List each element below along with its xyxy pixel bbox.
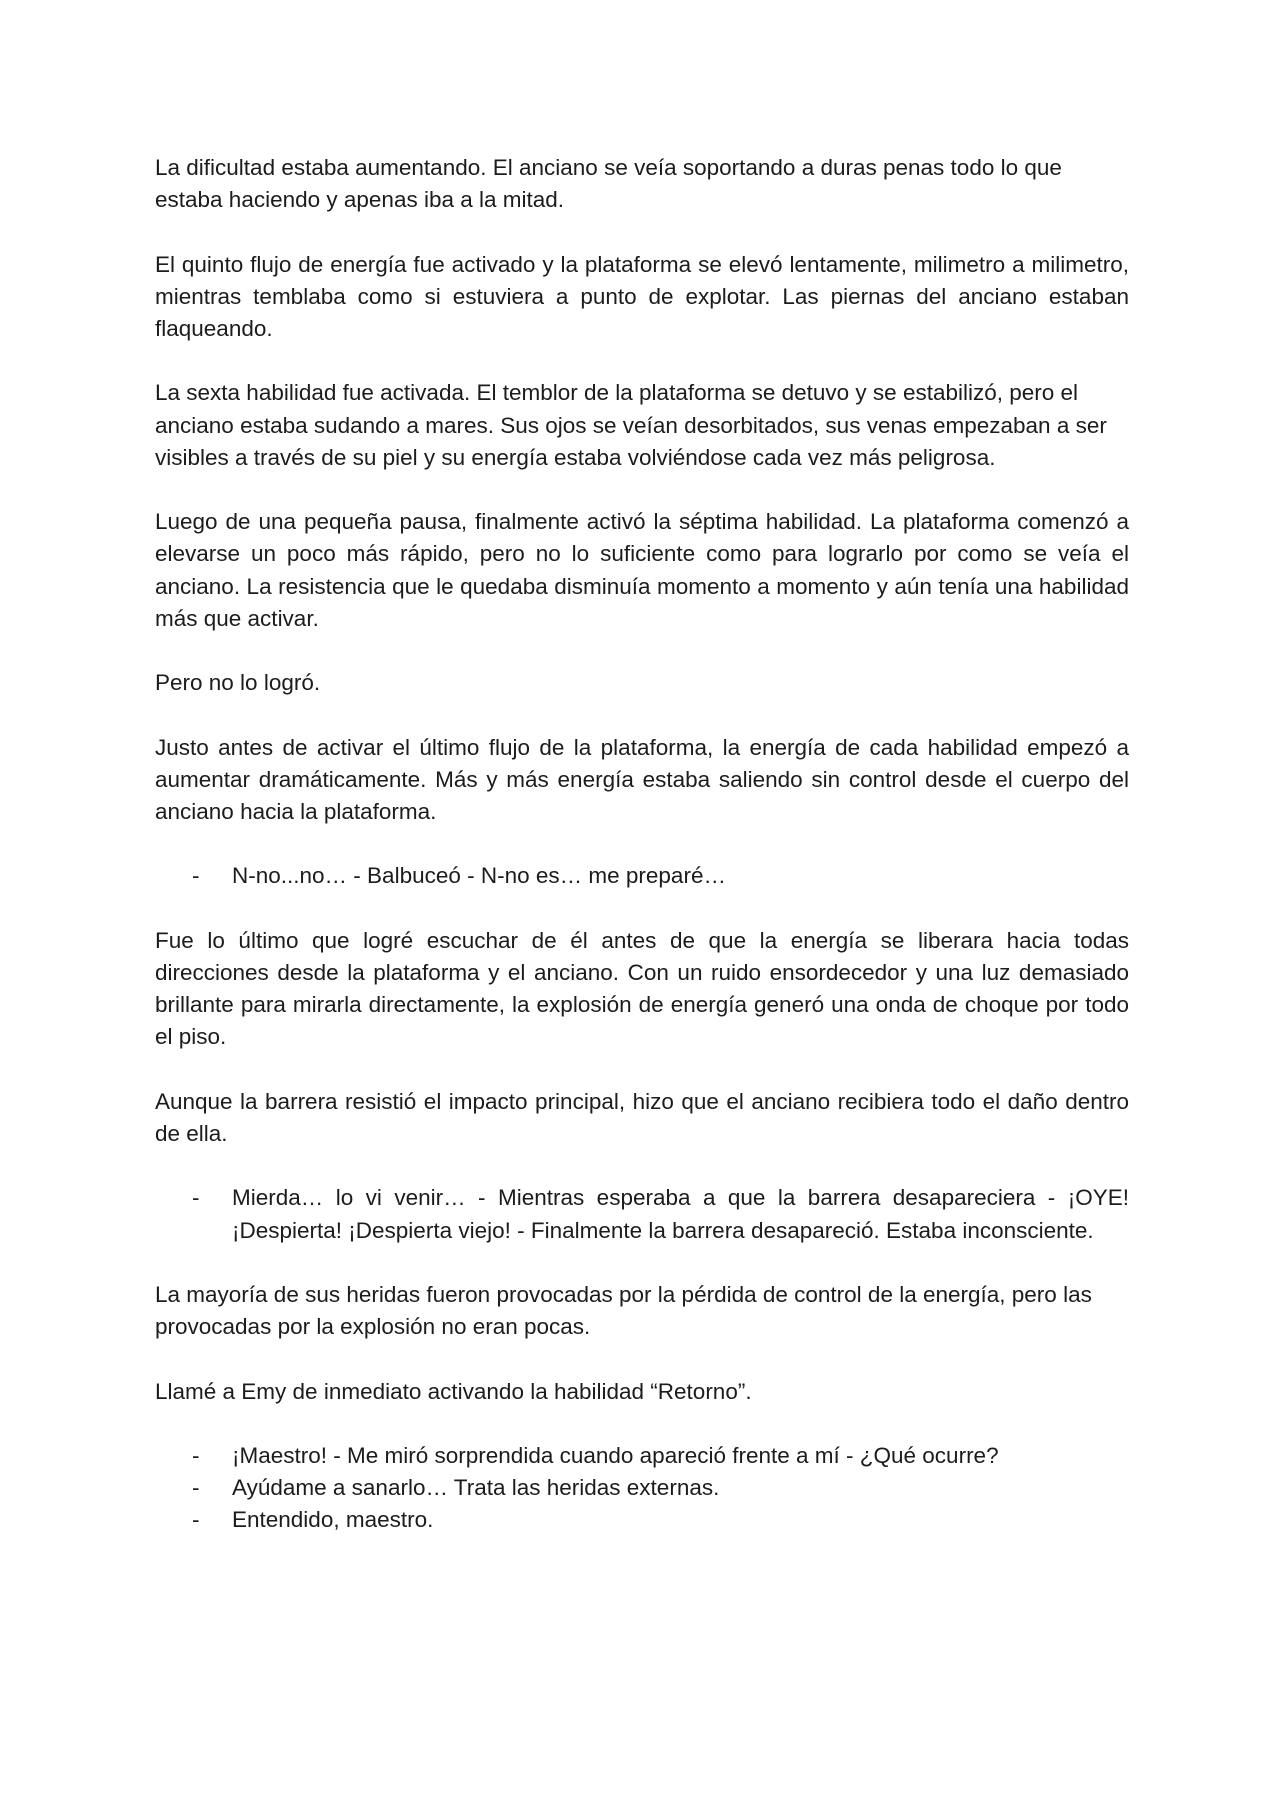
dialogue-line — [155, 860, 1129, 892]
dialogue-text: Mierda… lo vi venir… - Mientras esperaba a que la barrera desapareciera - ¡OYE! ¡Despierta! ¡Despierta viejo! - Finalmente la barrera desapareció. Estaba inconsciente. — [232, 1185, 1129, 1243]
paragraph: Fue lo último que logré escuchar de él antes de que la energía se liberara hacia todas direcciones desde la plataforma y el anciano. Con un ruido ensordecedor y una luz demasiado brillante para mirarla directamente, la explosión de energía generó una onda de choque por todo el piso. — [155, 927, 1129, 1050]
paragraph: Aunque la barrera resistió el impacto principal, hizo que el anciano recibiera todo el daño dentro de ella. — [155, 1088, 1129, 1146]
dialogue-line — [155, 1182, 1129, 1246]
dialogue-text: N-no...no… - Balbuceó - N-no es… me preparé… — [232, 863, 726, 889]
dialogue-text: Ayúdame a sanarlo… Trata las heridas externas. — [232, 1475, 720, 1501]
paragraph: La mayoría de sus heridas fueron provocadas por la pérdida de control de la energía, pero las provocadas por la explosión no eran pocas. — [155, 1281, 1092, 1340]
paragraph: La sexta habilidad fue activada. El temblor de la plataforma se detuvo y se estabilizó, pero el anciano estaba sudando a mares. Sus ojos se veían desorbitados, sus venas empezaban a ser visibles a través de su piel y su energía estaba volviéndose cada vez más peligrosa. — [155, 380, 1107, 470]
document-body — [155, 152, 1129, 1569]
dash-bullet: - — [192, 1507, 200, 1533]
dialogue-line — [155, 1440, 1129, 1472]
paragraph: Justo antes de activar el último flujo de la plataforma, la energía de cada habilidad empezó a aumentar dramáticamente. Más y más energía estaba saliendo sin control desde el cuerpo del anciano hacia la plataforma. — [155, 734, 1129, 824]
dash-bullet: - — [192, 1475, 200, 1501]
paragraph: Luego de una pequeña pausa, finalmente activó la séptima habilidad. La plataforma comenzó a elevarse un poco más rápido, pero no lo suficiente como para lograrlo por como se veía el anciano. La resistencia que le quedaba disminuía momento a momento y aún tenía una habilidad más que activar. — [155, 509, 1129, 631]
paragraph: Llamé a Emy de inmediato activando la habilidad “Retorno”. — [155, 1378, 752, 1404]
dialogue-text: Entendido, maestro. — [232, 1507, 434, 1533]
paragraph: El quinto flujo de energía fue activado y la plataforma se elevó lentamente, milimetro a milimetro, mientras temblaba como si estuviera a punto de explotar. Las piernas del anciano estaban flaqueando. — [155, 251, 1129, 341]
dash-bullet: - — [192, 1442, 200, 1468]
paragraph: La dificultad estaba aumentando. El anciano se veía soportando a duras penas todo lo que estaba haciendo y apenas iba a la mitad. — [155, 155, 1062, 213]
dash-bullet: - — [192, 1185, 200, 1211]
dialogue-list — [155, 860, 1129, 892]
dialogue-list — [155, 1440, 1129, 1537]
dialogue-line — [155, 1504, 1129, 1536]
dialogue-line — [155, 1472, 1129, 1504]
paragraph: Pero no lo logró. — [155, 670, 321, 696]
dialogue-list — [155, 1182, 1129, 1246]
dash-bullet: - — [192, 863, 200, 889]
dialogue-text: ¡Maestro! - Me miró sorprendida cuando apareció frente a mí - ¿Qué ocurre? — [232, 1442, 999, 1468]
